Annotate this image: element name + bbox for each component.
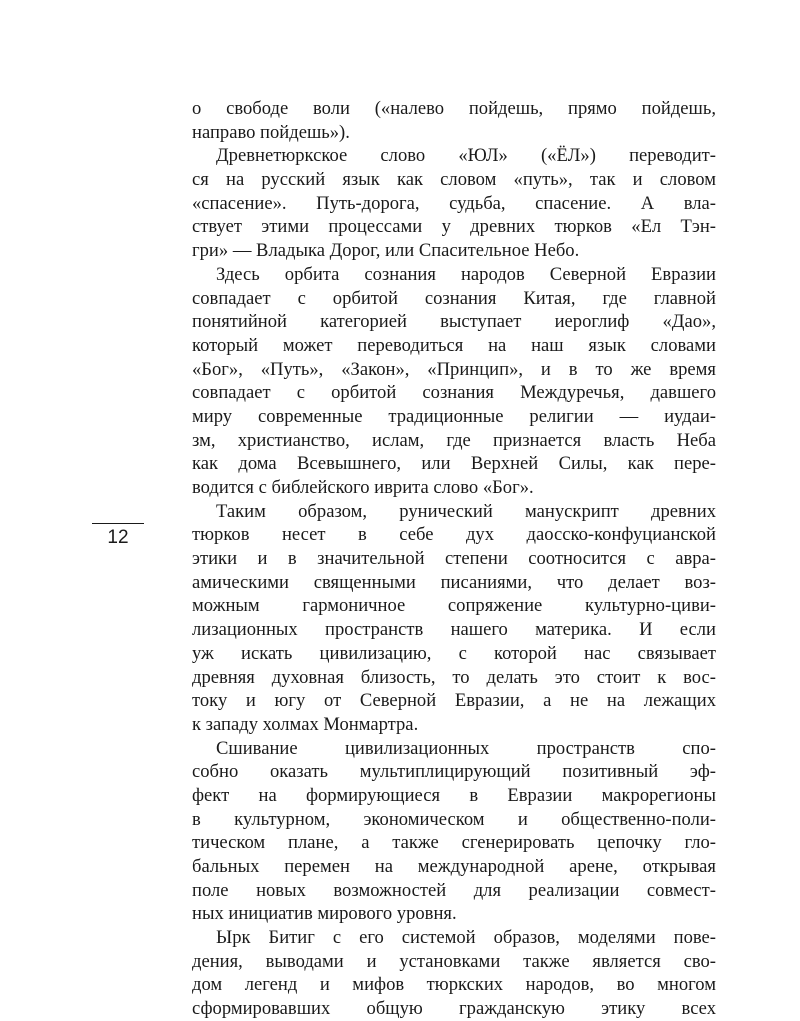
text-line: собно оказать мультиплицирующий позитивный эф- xyxy=(192,761,716,783)
text-line: совпадает с орбитой сознания Междуречья, давшего xyxy=(192,382,716,404)
text-line: водится с библейского иврита слово «Бог». xyxy=(192,477,534,498)
page-number: 12 xyxy=(107,527,129,548)
text-line: «Бог», «Путь», «Закон», «Принцип», и в то же время xyxy=(192,358,716,380)
text-line: ствует этими процессами у древних тюрков «Ел Тэн- xyxy=(192,216,716,238)
text-line: Здесь орбита сознания народов Северной Евразии xyxy=(216,263,716,285)
text-line: Сшивание цивилизационных пространств спо- xyxy=(216,737,716,759)
text-line: совпадает с орбитой сознания Китая, где главной xyxy=(192,287,716,309)
text-line: Ырк Битиг с его системой образов, моделями пове- xyxy=(216,927,716,949)
body-text xyxy=(192,97,716,1021)
text-line: этики и в значительной степени соотносится с авра- xyxy=(192,548,716,570)
text-line: дом легенд и мифов тюркских народов, во многом xyxy=(192,974,716,996)
text-line: току и югу от Северной Евразии, а не на лежащих xyxy=(192,690,716,712)
text-line: к западу холмах Монмартра. xyxy=(192,713,419,735)
text-line: понятийной категорией выступает иероглиф «Дао», xyxy=(192,311,716,333)
text-line: тюрков несет в себе дух даосско-конфуцианской xyxy=(192,524,716,546)
text-line: древняя духовная близость, то делать это стоит к вос- xyxy=(192,666,716,688)
text-line: о свободе воли («налево пойдешь, прямо пойдешь, xyxy=(192,98,716,119)
text-line: Древнетюркское слово «ЮЛ» («ЁЛ») переводит- xyxy=(216,145,716,167)
text-line: можным гармоничное сопряжение культурно-циви- xyxy=(192,595,716,617)
text-line: который может переводиться на наш язык словами xyxy=(192,334,716,356)
text-line: направо пойдешь»). xyxy=(192,121,350,143)
text-line: уж искать цивилизацию, с которой нас связывает xyxy=(192,642,716,664)
text-line: ся на русский язык как словом «путь», так и словом xyxy=(192,169,716,191)
text-line: гри» — Владыка Дорог, или Спасительное Небо. xyxy=(192,240,580,262)
text-line: «спасение». Путь-дорога, судьба, спасение. А вла- xyxy=(192,192,716,214)
text-line: поле новых возможностей для реализации совмест- xyxy=(192,879,716,901)
text-line: дения, выводами и установками также является сво- xyxy=(192,950,716,972)
text-line: ных инициатив мирового уровня. xyxy=(192,903,457,925)
text-line: бальных перемен на международной арене, открывая xyxy=(192,856,716,877)
text-line: тическом плане, а также сгенерировать цепочку гло- xyxy=(192,832,716,854)
text-line: миру современные традиционные религии — иудаи- xyxy=(192,405,716,427)
text-line: в культурном, экономическом и общественно-поли- xyxy=(192,808,716,830)
text-line: амическими священными писаниями, что делает воз- xyxy=(192,571,716,593)
text-line: сформировавших общую гражданскую этику всех xyxy=(192,998,716,1020)
text-line: зм, христианство, ислам, где признается власть Неба xyxy=(192,429,716,451)
text-line: Таким образом, рунический манускрипт древних xyxy=(216,500,716,522)
text-line: фект на формирующиеся в Евразии макрорегионы xyxy=(192,784,716,806)
text-line: лизационных пространств нашего материка. И если xyxy=(192,619,716,641)
text-line: как дома Всевышнего, или Верхней Силы, как пере- xyxy=(192,453,716,475)
page-number-rule xyxy=(92,523,144,524)
